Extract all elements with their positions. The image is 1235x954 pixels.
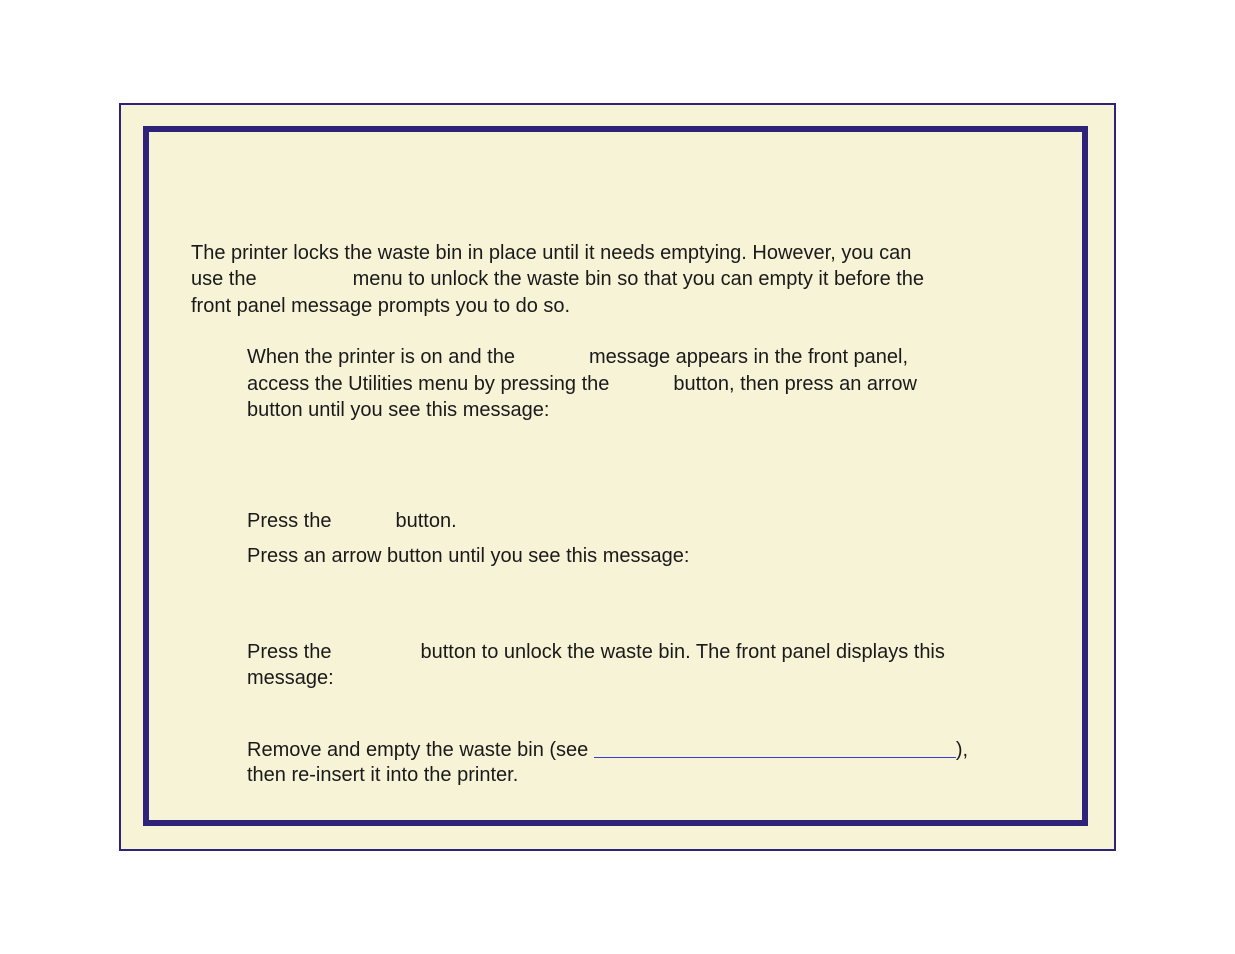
step-2 bbox=[247, 508, 457, 535]
step-1-line-1-start: When the printer is on and the bbox=[247, 346, 515, 368]
step-5-line-1-start: Remove and empty the waste bin (see bbox=[247, 739, 589, 761]
step-1-line-1 bbox=[247, 344, 908, 371]
step-1-line-3: button until you see this message: bbox=[247, 399, 550, 421]
intro-line-2-end: menu to unlock the waste bin so that you can empty it before the bbox=[352, 268, 925, 290]
inner-frame bbox=[143, 126, 1088, 826]
intro-line-2-start: use the bbox=[191, 268, 257, 290]
cross-reference-link[interactable] bbox=[594, 737, 956, 758]
step-1-line-2-end: button, then press an arrow bbox=[673, 373, 917, 395]
intro-line-2 bbox=[191, 266, 924, 293]
step-3: Press an arrow button until you see this message: bbox=[247, 545, 690, 567]
intro-line-1: The printer locks the waste bin in place until it needs emptying. However, you can bbox=[191, 242, 912, 264]
step-5-line-1-end: ), bbox=[955, 739, 969, 761]
intro-line-3: front panel message prompts you to do so. bbox=[191, 295, 571, 317]
step-4-line-1-start: Press the bbox=[247, 641, 332, 663]
step-4-line-1 bbox=[247, 639, 945, 666]
step-5-line-1 bbox=[247, 735, 968, 764]
step-4-line-2: message: bbox=[247, 667, 334, 689]
step-4-line-1-end: button to unlock the waste bin. The front panel displays this bbox=[420, 641, 945, 663]
step-2-end: button. bbox=[395, 510, 457, 532]
step-5-line-2: then re-insert it into the printer. bbox=[247, 764, 519, 786]
step-1-line-2 bbox=[247, 371, 917, 398]
step-1-line-1-end: message appears in the front panel, bbox=[588, 346, 909, 368]
step-1-line-2-start: access the Utilities menu by pressing the bbox=[247, 373, 610, 395]
step-2-start: Press the bbox=[247, 510, 332, 532]
